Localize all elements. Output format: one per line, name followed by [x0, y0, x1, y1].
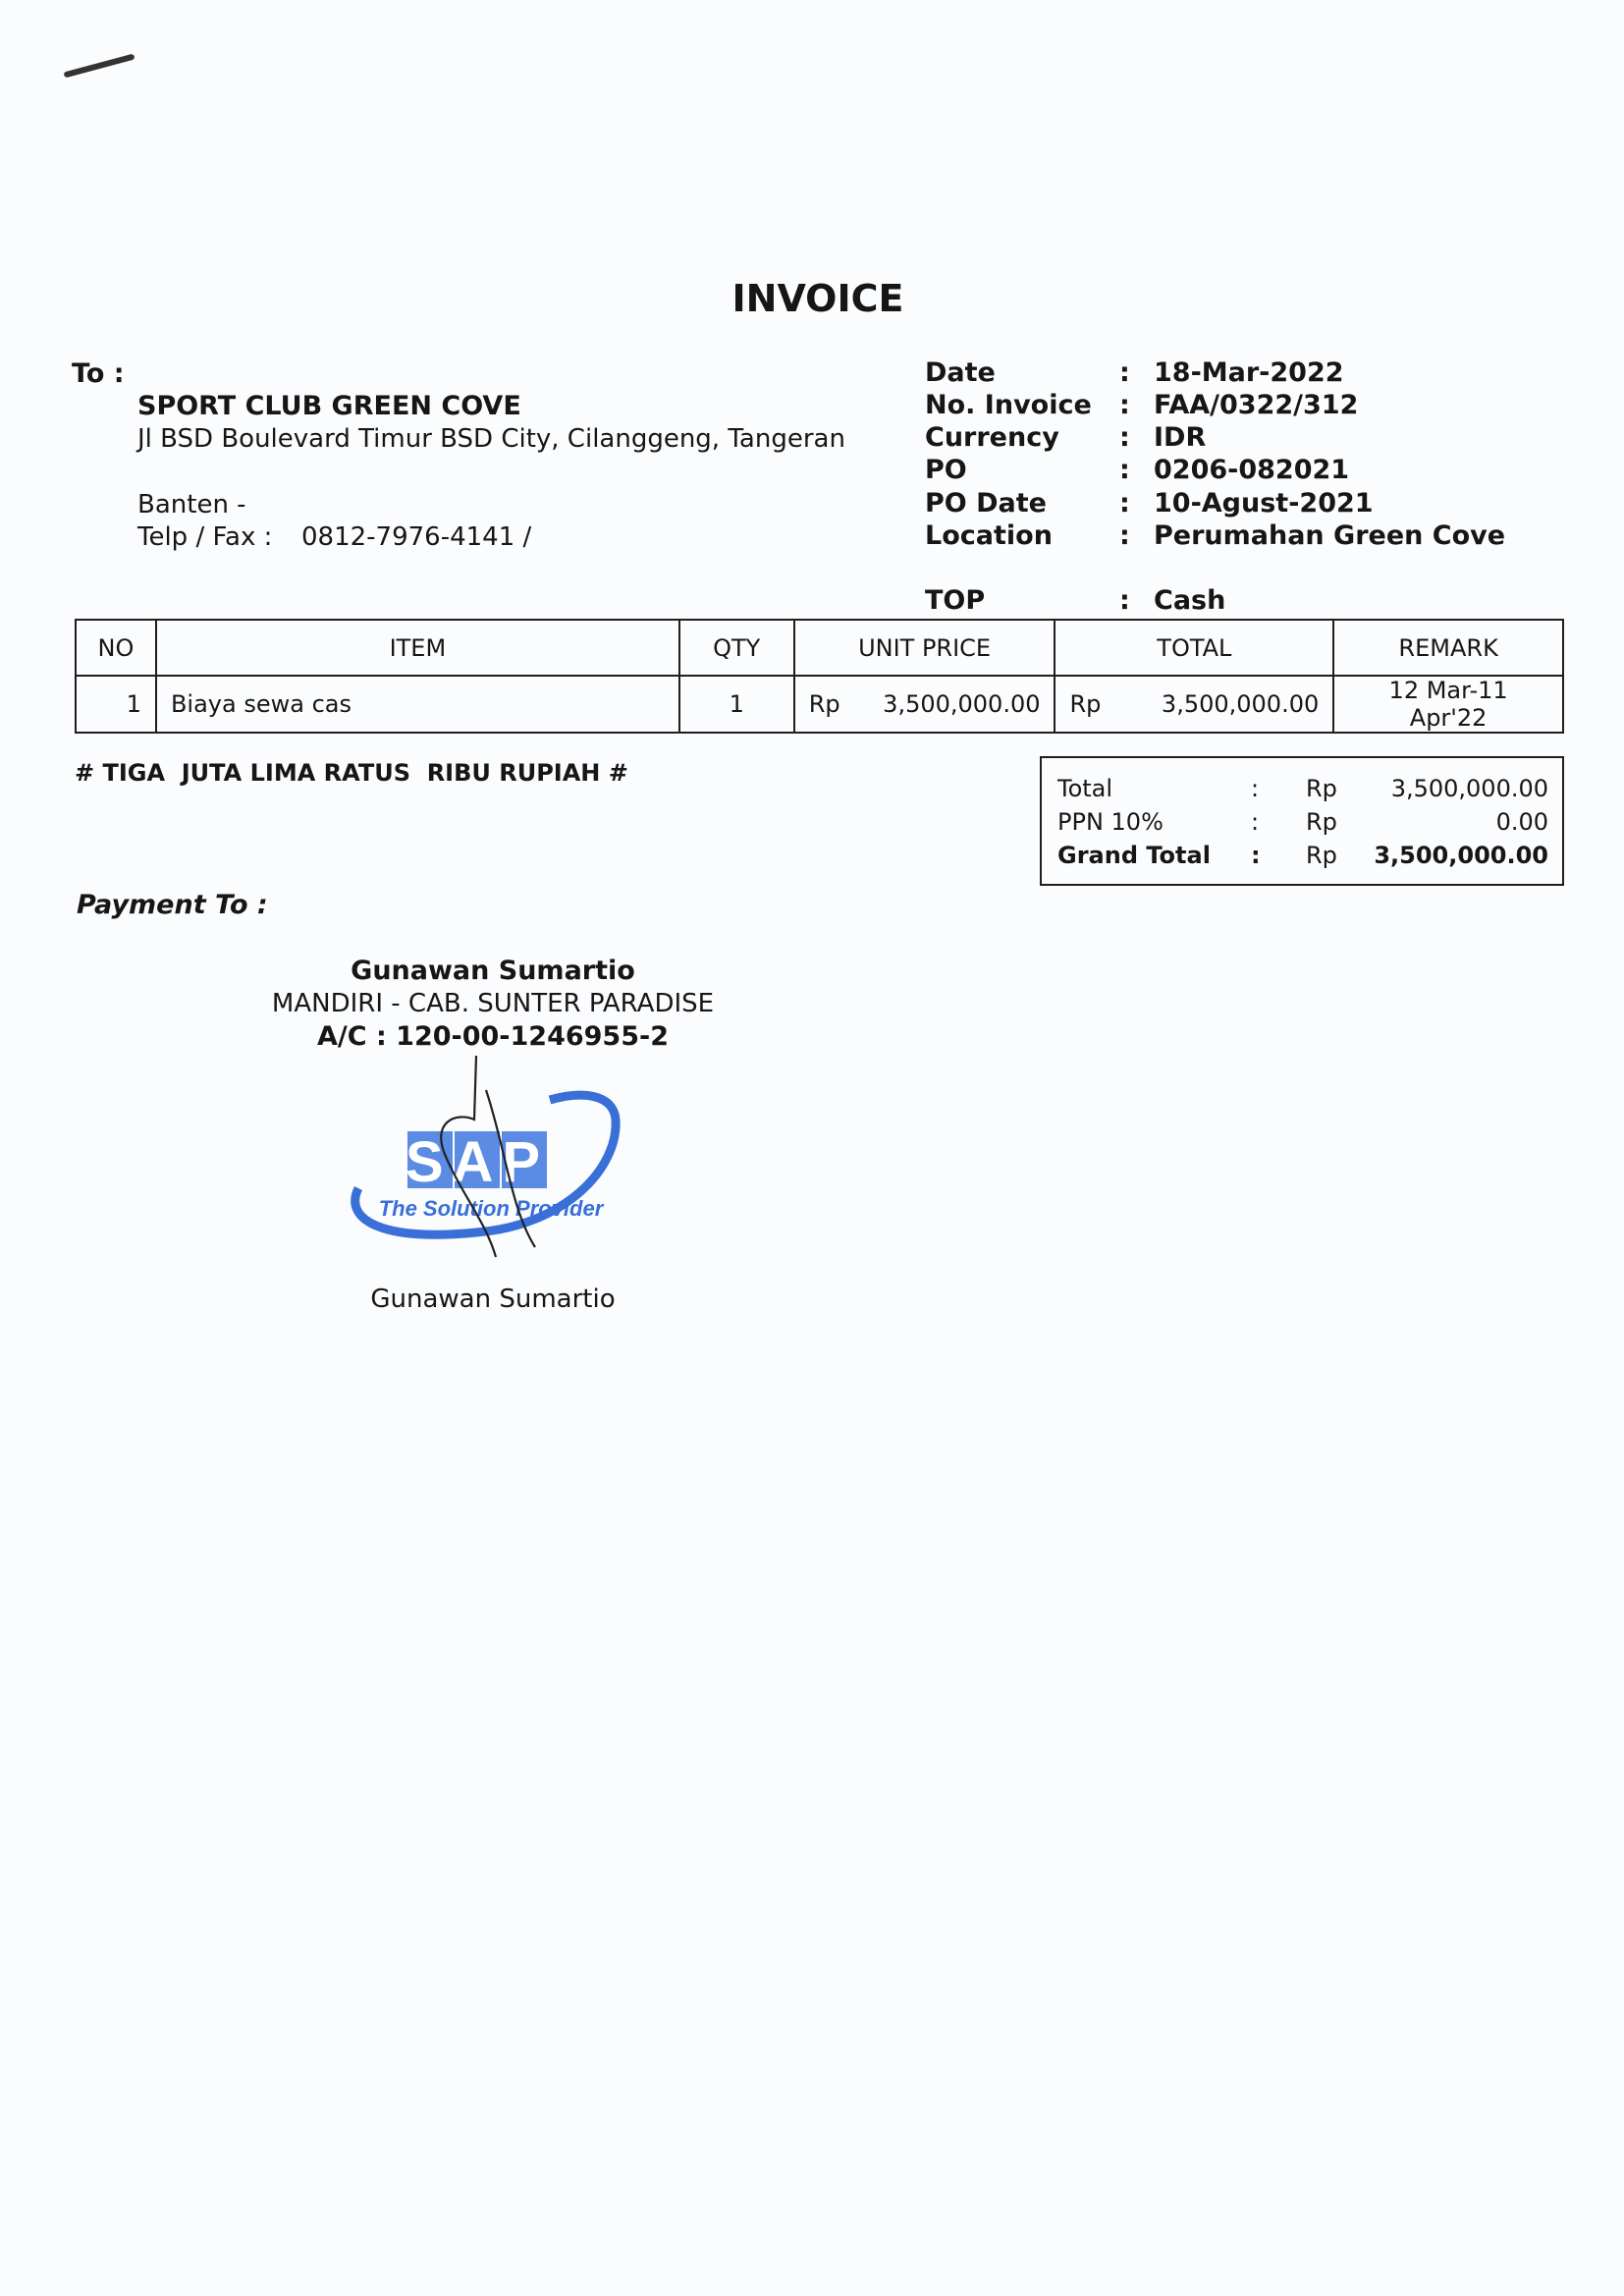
totals-label: PPN 10% — [1057, 808, 1164, 836]
totals-row-ppn — [1057, 808, 1548, 842]
totals-colon: : — [1251, 808, 1260, 836]
detail-colon: : — [1119, 455, 1130, 485]
recipient-address-line2: Banten - — [137, 490, 246, 519]
payment-to-label: Payment To : — [77, 890, 268, 920]
detail-value: 0206-082021 — [1154, 455, 1350, 485]
pen-mark — [63, 54, 135, 79]
cell-remark: 12 Mar-11 Apr'22 — [1333, 676, 1563, 733]
stamp-logo-text: SAP — [405, 1130, 550, 1194]
document-title: INVOICE — [731, 277, 904, 320]
total-currency: Rp — [1069, 690, 1102, 718]
signatory-name: Gunawan Sumartio — [370, 1285, 616, 1314]
totals-amount: 3,500,000.00 — [1374, 842, 1548, 869]
recipient-name: SPORT CLUB GREEN COVE — [137, 391, 521, 421]
amount-in-words: # TIGA JUTA LIMA RATUS RIBU RUPIAH # — [75, 759, 628, 787]
header-unit-price: UNIT PRICE — [794, 620, 1056, 676]
totals-amount: 0.00 — [1495, 808, 1548, 836]
detail-colon: : — [1119, 585, 1130, 616]
unit-amount: 3,500,000.00 — [883, 690, 1041, 718]
account-number: A/C : 120-00-1246955-2 — [316, 1021, 669, 1052]
totals-colon: : — [1251, 842, 1261, 869]
cell-no: 1 — [76, 676, 156, 733]
totals-box — [1040, 756, 1564, 886]
payee-name: Gunawan Sumartio — [351, 956, 635, 986]
company-stamp-logo — [339, 1051, 633, 1272]
totals-label: Total — [1057, 775, 1113, 802]
detail-value: Perumahan Green Cove — [1154, 520, 1506, 551]
bank-name: MANDIRI - CAB. SUNTER PARADISE — [271, 989, 715, 1018]
totals-currency: Rp — [1306, 842, 1337, 869]
header-no: NO — [76, 620, 156, 676]
detail-label: Currency — [925, 422, 1059, 453]
unit-currency: Rp — [808, 690, 840, 718]
detail-value: FAA/0322/312 — [1154, 390, 1359, 420]
header-total: TOTAL — [1055, 620, 1333, 676]
detail-label: TOP — [925, 585, 986, 616]
detail-label: PO — [925, 455, 967, 485]
totals-row-total — [1057, 775, 1548, 808]
cell-qty: 1 — [679, 676, 794, 733]
detail-colon: : — [1119, 390, 1130, 420]
cell-total — [1055, 676, 1333, 733]
detail-label: No. Invoice — [925, 390, 1092, 420]
totals-currency: Rp — [1306, 808, 1337, 836]
stamp-tagline: The Solution Provider — [378, 1196, 604, 1221]
detail-colon: : — [1119, 488, 1130, 519]
header-remark: REMARK — [1333, 620, 1563, 676]
detail-value: 10-Agust-2021 — [1154, 488, 1374, 519]
detail-value: 18-Mar-2022 — [1154, 357, 1344, 388]
detail-colon: : — [1119, 357, 1130, 388]
detail-label: PO Date — [925, 488, 1047, 519]
detail-colon: : — [1119, 422, 1130, 453]
detail-colon: : — [1119, 520, 1130, 551]
items-table — [75, 619, 1564, 734]
cell-item: Biaya sewa cas — [156, 676, 679, 733]
totals-row-grand-total — [1057, 842, 1548, 875]
detail-label: Location — [925, 520, 1053, 551]
header-item: ITEM — [156, 620, 679, 676]
table-row — [76, 676, 1563, 733]
detail-value: Cash — [1154, 585, 1226, 616]
totals-colon: : — [1251, 775, 1260, 802]
totals-currency: Rp — [1306, 775, 1337, 802]
to-label: To : — [72, 358, 125, 389]
recipient-phone-label: Telp / Fax : — [137, 522, 273, 552]
total-amount: 3,500,000.00 — [1161, 690, 1320, 718]
totals-amount: 3,500,000.00 — [1390, 775, 1548, 802]
cell-unit-price — [794, 676, 1056, 733]
detail-label: Date — [925, 357, 996, 388]
recipient-address-line1: Jl BSD Boulevard Timur BSD City, Cilanggeng, Tangeran — [137, 424, 845, 454]
detail-value: IDR — [1154, 422, 1207, 453]
totals-label: Grand Total — [1057, 842, 1211, 869]
recipient-phone-value: 0812-7976-4141 / — [301, 522, 532, 552]
header-qty: QTY — [679, 620, 794, 676]
table-header-row — [76, 620, 1563, 676]
